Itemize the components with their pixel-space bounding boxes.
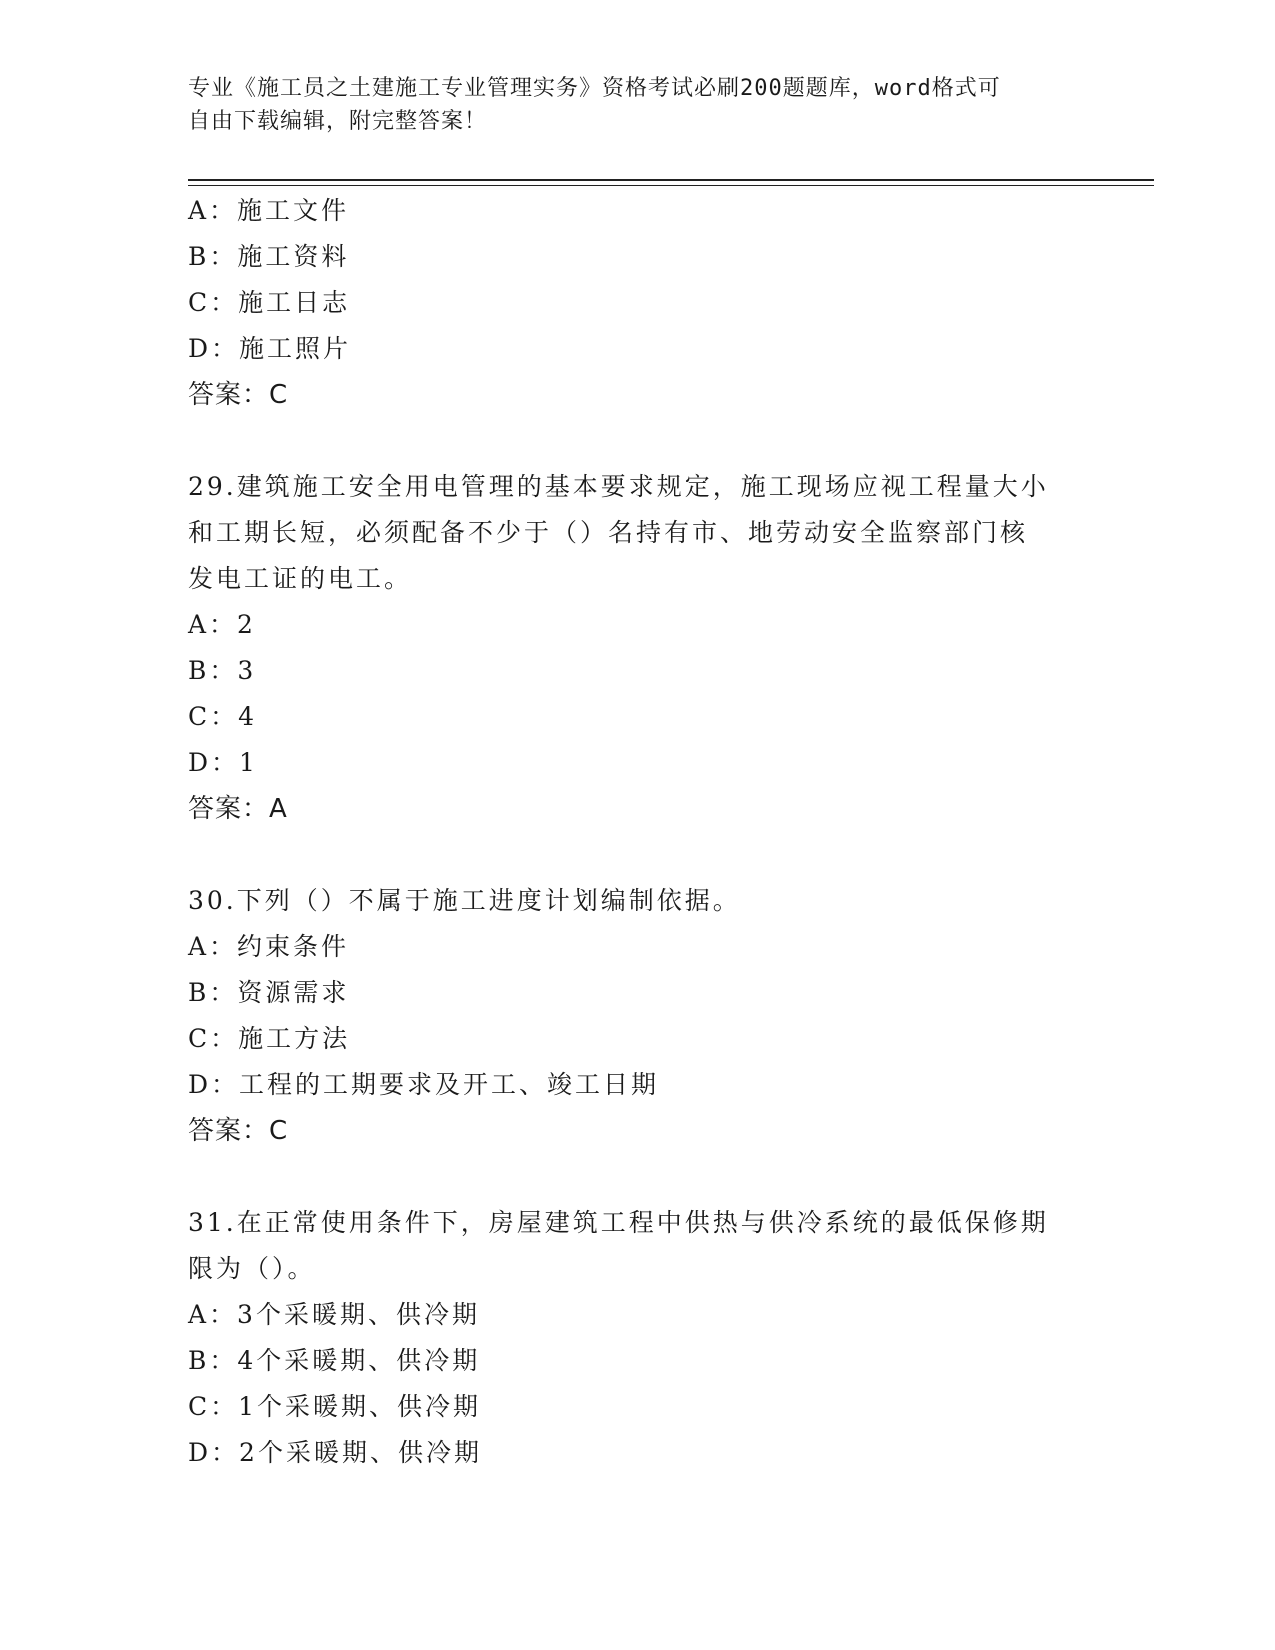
question-list	[188, 188, 1088, 1476]
answer: 答案：C	[188, 1116, 289, 1146]
question-text-line: 30.下列（）不属于施工进度计划编制依据。	[188, 886, 741, 915]
question-text-line: 发电工证的电工。	[188, 564, 413, 593]
header-title-line-2: 自由下载编辑，附完整答案！	[188, 109, 488, 134]
option-b: B：资源需求	[188, 978, 350, 1007]
option-d: D：2个采暖期、供冷期	[188, 1438, 482, 1467]
question-text-line: 29.建筑施工安全用电管理的基本要求规定，施工现场应视工程量大小	[188, 472, 1049, 501]
header-divider-thin	[188, 185, 1154, 186]
option-a: A：约束条件	[188, 932, 350, 961]
option-b: B：4个采暖期、供冷期	[188, 1346, 481, 1375]
option-c: C：1个采暖期、供冷期	[188, 1392, 482, 1421]
header-title-line-1: 专业《施工员之土建施工专业管理实务》资格考试必刷200题题库，word格式可	[188, 76, 1001, 101]
option-a: A：2	[188, 610, 256, 639]
option-a: A：施工文件	[188, 196, 350, 225]
option-c: C：施工日志	[188, 288, 351, 317]
question-28-tail	[188, 188, 1088, 418]
option-d: D：1	[188, 748, 258, 777]
question-30	[188, 878, 1088, 1154]
question-31	[188, 1200, 1088, 1476]
question-text-line: 31.在正常使用条件下，房屋建筑工程中供热与供冷系统的最低保修期	[188, 1208, 1049, 1237]
answer: 答案：A	[188, 794, 288, 824]
option-b: B：施工资料	[188, 242, 350, 271]
answer: 答案：C	[188, 380, 289, 410]
document-header	[188, 72, 1088, 138]
option-d: D：工程的工期要求及开工、竣工日期	[188, 1070, 660, 1099]
option-a: A：3个采暖期、供冷期	[188, 1300, 480, 1329]
question-text-line: 限为（）。	[188, 1254, 316, 1283]
header-divider-thick	[188, 179, 1154, 181]
option-c: C：施工方法	[188, 1024, 351, 1053]
option-b: B：3	[188, 656, 257, 685]
question-text-line: 和工期长短，必须配备不少于（）名持有市、地劳动安全监察部门核	[188, 518, 1029, 547]
option-c: C：4	[188, 702, 258, 731]
question-29	[188, 464, 1088, 832]
option-d: D：施工照片	[188, 334, 352, 363]
